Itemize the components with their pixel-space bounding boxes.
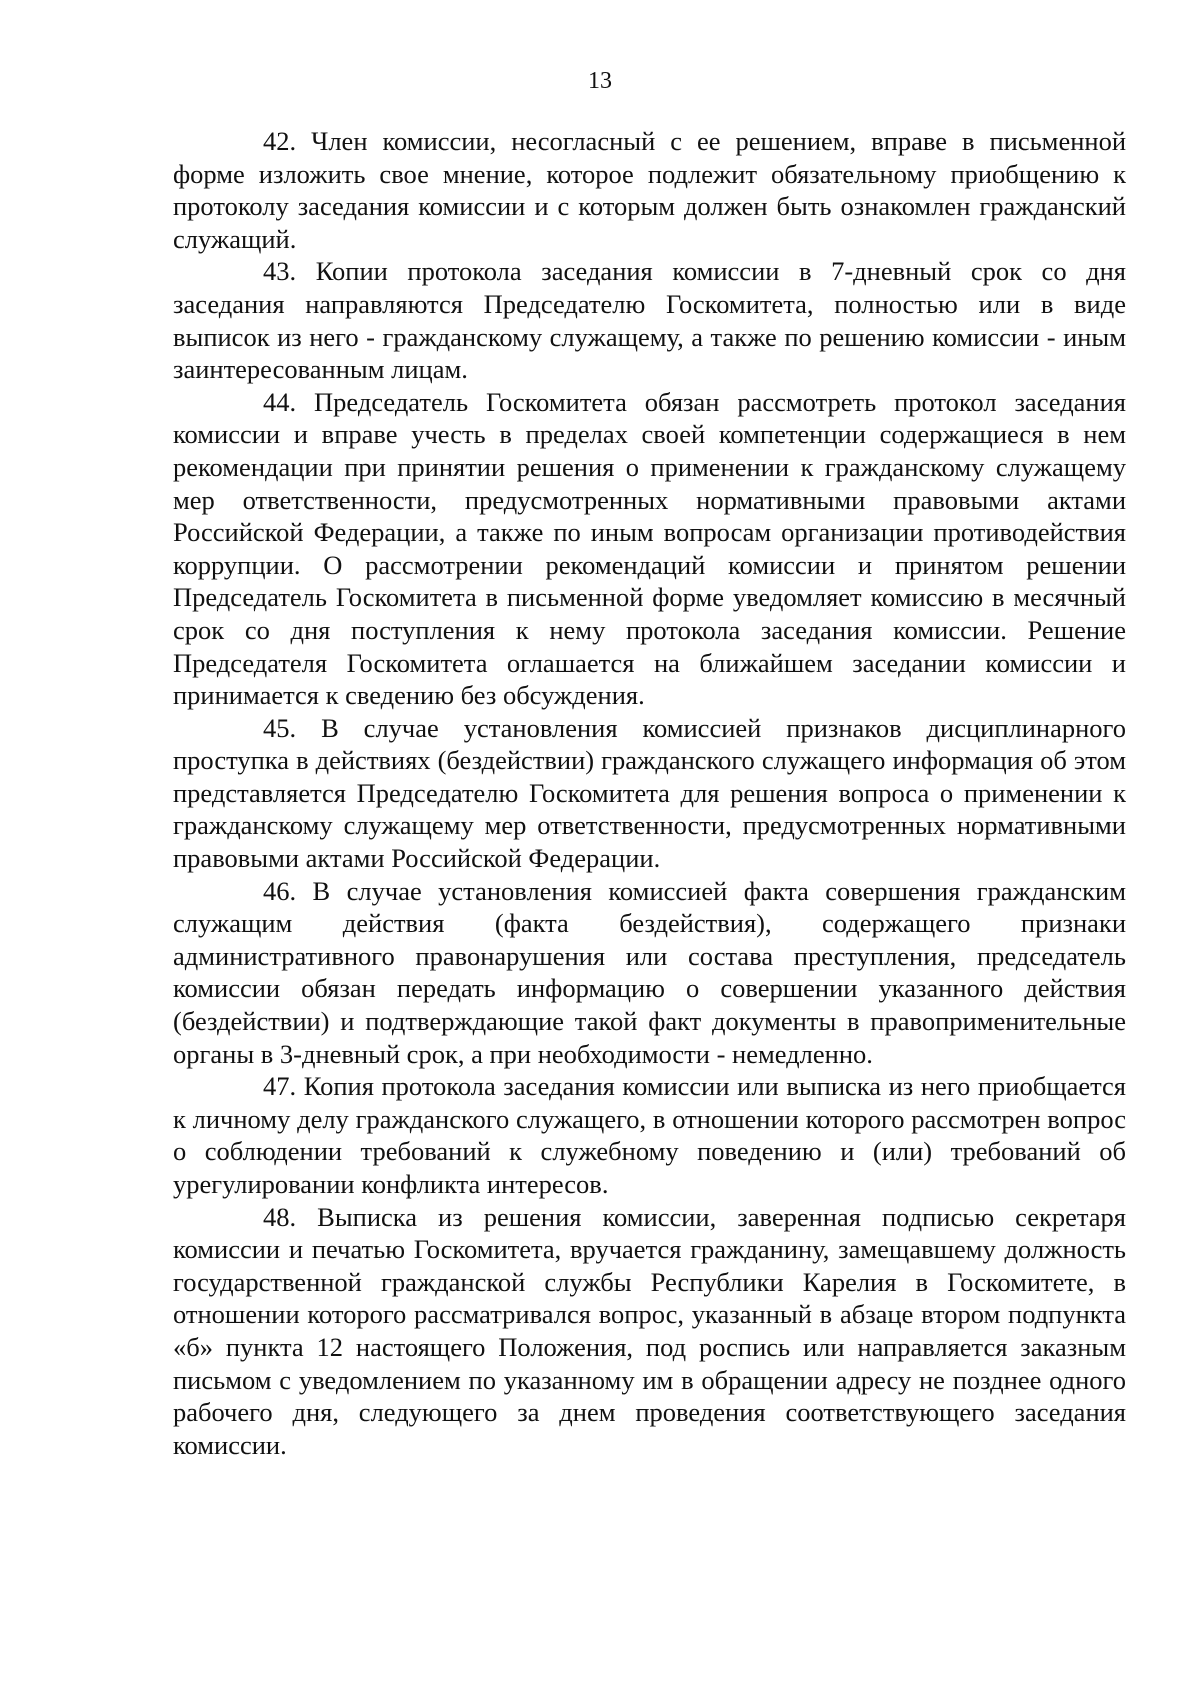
- paragraph-44: 44. Председатель Госкомитета обязан рассмотреть протокол заседания комиссии и вправе учесть в пределах своей компетенции содержащиеся в нем рекомендации при принятии решения о применении к гражданскому служащему мер ответственности, предусмотренных нормативными правовыми актами Российской Федерации, а также по иным вопросам организации противодействия коррупции. О рассмотрении рекомендаций комиссии и принятом решении Председатель Госкомитета в письменной форме уведомляет комиссию в месячный срок со дня поступления к нему протокола заседания комиссии. Решение Председателя Госкомитета оглашается на ближайшем заседании комиссии и принимается к сведению без обсуждения.: [173, 386, 1126, 711]
- paragraph-46: 46. В случае установления комиссией факта совершения гражданским служащим действия (факта бездействия), содержащего признаки административного правонарушения или состава преступления, председатель комиссии обязан передать информацию о совершении указанного действия (бездействии) и подтверждающие такой факт документы в правоприменительные органы в 3-дневный срок, а при необходимости - немедленно.: [173, 875, 1126, 1069]
- page-number: 13: [588, 68, 612, 94]
- paragraph-45: 45. В случае установления комиссией признаков дисциплинарного проступка в действиях (бездействии) гражданского служащего информация об этом представляется Председателю Госкомитета для решения вопроса о применении к гражданскому служащему мер ответственности, предусмотренных нормативными правовыми актами Российской Федерации.: [173, 712, 1126, 874]
- paragraph-47: 47. Копия протокола заседания комиссии или выписка из него приобщается к личному делу гражданского служащего, в отношении которого рассмотрен вопрос о соблюдении требований к служебному поведению и (или) требований об урегулировании конфликта интересов.: [173, 1071, 1126, 1199]
- paragraph-43: 43. Копии протокола заседания комиссии в 7-дневный срок со дня заседания направляются Председателю Госкомитета, полностью или в виде выписок из него - гражданскому служащему, а также по решению комиссии - иным заинтересованным лицам.: [173, 256, 1126, 385]
- paragraph-42: 42. Член комиссии, несогласный с ее решением, вправе в письменной форме изложить свое мнение, которое подлежит обязательному приобщению к протоколу заседания комиссии и с которым должен быть ознакомлен гражданский служащий.: [173, 126, 1126, 254]
- paragraph-48: 48. Выписка из решения комиссии, заверенная подписью секретаря комиссии и печатью Госкомитета, вручается гражданину, замещавшему должность государственной гражданской службы Республики Карелия в Госкомитете, в отношении которого рассматривался вопрос, указанный в абзаце втором подпункта «б» пункта 12 настоящего Положения, под роспись или направляется заказным письмом с уведомлением по указанному им в обращении адресу не позднее одного рабочего дня, следующего за днем проведения соответствующего заседания комиссии.: [173, 1201, 1126, 1460]
- document-body: [173, 125, 1126, 1461]
